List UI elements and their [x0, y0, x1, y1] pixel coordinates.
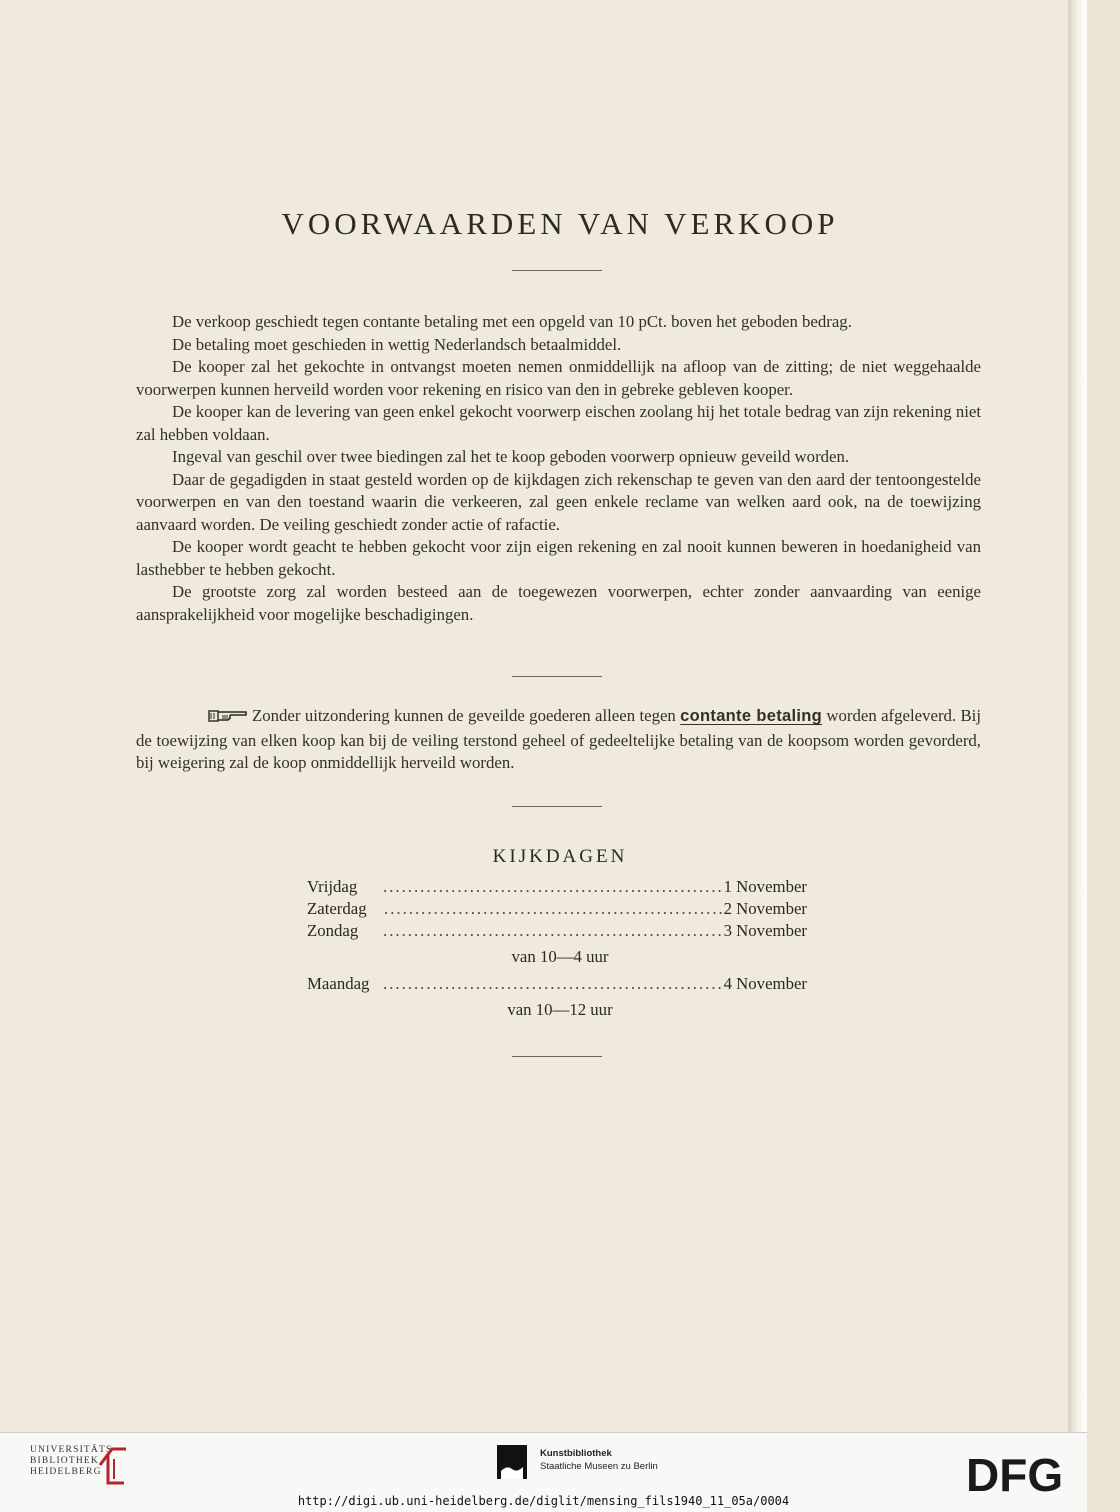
- viewing-day-row: [307, 876, 807, 898]
- section-divider: [512, 676, 602, 677]
- dfg-logo-text: DFG: [966, 1449, 1064, 1501]
- viewing-date: 3 November: [723, 921, 807, 940]
- viewing-day-row: [307, 920, 807, 942]
- ub-heidelberg-logo-icon[interactable]: [96, 1443, 132, 1491]
- dot-leader: .......................................................: [383, 974, 724, 993]
- section-divider: [512, 1056, 602, 1057]
- page-url[interactable]: http://digi.ub.uni-heidelberg.de/diglit/mensing_fils1940_11_05a/0004: [297, 1494, 790, 1508]
- condition-paragraph: De kooper wordt geacht te hebben gekocht voor zijn eigen rekening en zal nooit kunnen beweren in hoedanigheid van lasthebber te hebben gekocht.: [136, 537, 981, 579]
- kb-subtitle: Staatliche Museen zu Berlin: [540, 1461, 658, 1472]
- kunstbibliothek-label: [540, 1447, 658, 1473]
- viewing-day: Vrijdag: [307, 877, 358, 896]
- notice-text-start: Zonder uitzondering kunnen de geveilde goederen alleen tegen: [252, 706, 676, 725]
- viewing-hours: van 10—12 uur: [507, 1000, 613, 1019]
- dot-leader: .......................................................: [383, 921, 724, 940]
- condition-paragraph: De kooper kan de levering van geen enkel gekocht voorwerp eischen zoolang hij het totale bedrag van zijn rekening niet zal hebben voldaan.: [136, 402, 981, 444]
- page-title: VOORWAARDEN VAN VERKOOP: [281, 206, 839, 241]
- condition-paragraph: De kooper zal het gekochte in ontvangst moeten nemen onmiddellijk na afloop van de zitting; de niet weggehaalde voorwerpen kunnen herveild worden voor rekening en risico van den in gebreke gebleven kooper.: [136, 357, 981, 399]
- condition-paragraph: De verkoop geschiedt tegen contante betaling met een opgeld van 10 pCt. boven het geboden bedrag.: [172, 312, 852, 331]
- condition-paragraph: Daar de gegadigden in staat gesteld worden op de kijkdagen zich rekenschap te geven van den aard der tentoongestelde voorwerpen en van den toestand waarin die verkeeren, zal geen enkele reclame van welken aard ook, na de toewijzing aanvaard worden. De veiling geschiedt zonder actie of rafactie.: [136, 469, 981, 534]
- notice-emphasis: contante betaling: [680, 707, 823, 725]
- viewing-day: Maandag: [307, 974, 370, 993]
- pointing-hand-icon: [172, 707, 248, 730]
- kb-name: Kunstbibliothek: [540, 1448, 612, 1459]
- viewing-date: 1 November: [723, 877, 807, 896]
- ub-label-line: UNIVERSITÄTS-: [30, 1445, 117, 1455]
- viewing-day: Zaterdag: [307, 899, 367, 918]
- condition-paragraph: De betaling moet geschieden in wettig Nederlandsch betaalmiddel.: [172, 334, 622, 354]
- condition-paragraph: De grootste zorg zal worden besteed aan de toegewezen voorwerpen, echter zonder aanvaarding van eenige aansprakelijkheid voor mogelijke beschadigingen.: [136, 582, 981, 624]
- viewing-hours: van 10—4 uur: [511, 947, 609, 966]
- ub-label-line: BIBLIOTHEK: [30, 1456, 99, 1466]
- viewing-day-row: [307, 973, 807, 995]
- viewing-date: 4 November: [723, 974, 807, 993]
- viewing-date: 2 November: [723, 899, 807, 918]
- page-edge: [1068, 0, 1087, 1432]
- section-divider: [512, 806, 602, 807]
- kunstbibliothek-logo-icon[interactable]: [497, 1445, 527, 1483]
- viewing-day: Zondag: [307, 921, 359, 940]
- notice-text-end: worden afgeleverd. Bij de toewijzing van elken koop kan bij de veiling terstond geheel of gedeeltelijke betaling van de koopsom worden gevorderd, bij weigering zal de koop onmiddellijk herveild worden.: [136, 706, 981, 772]
- kijkdagen-heading: KIJKDAGEN: [492, 846, 628, 867]
- dot-leader: .......................................................: [384, 899, 725, 918]
- ub-label-line: HEIDELBERG: [30, 1467, 102, 1477]
- title-divider: [512, 270, 602, 271]
- conditions-text: [136, 311, 981, 626]
- condition-paragraph: Ingeval van geschil over twee biedingen zal het te koop geboden voorwerp opnieuw geveild worden.: [172, 447, 850, 466]
- viewing-day-row: [307, 898, 807, 920]
- dot-leader: .......................................................: [383, 877, 724, 896]
- payment-notice: [136, 705, 981, 775]
